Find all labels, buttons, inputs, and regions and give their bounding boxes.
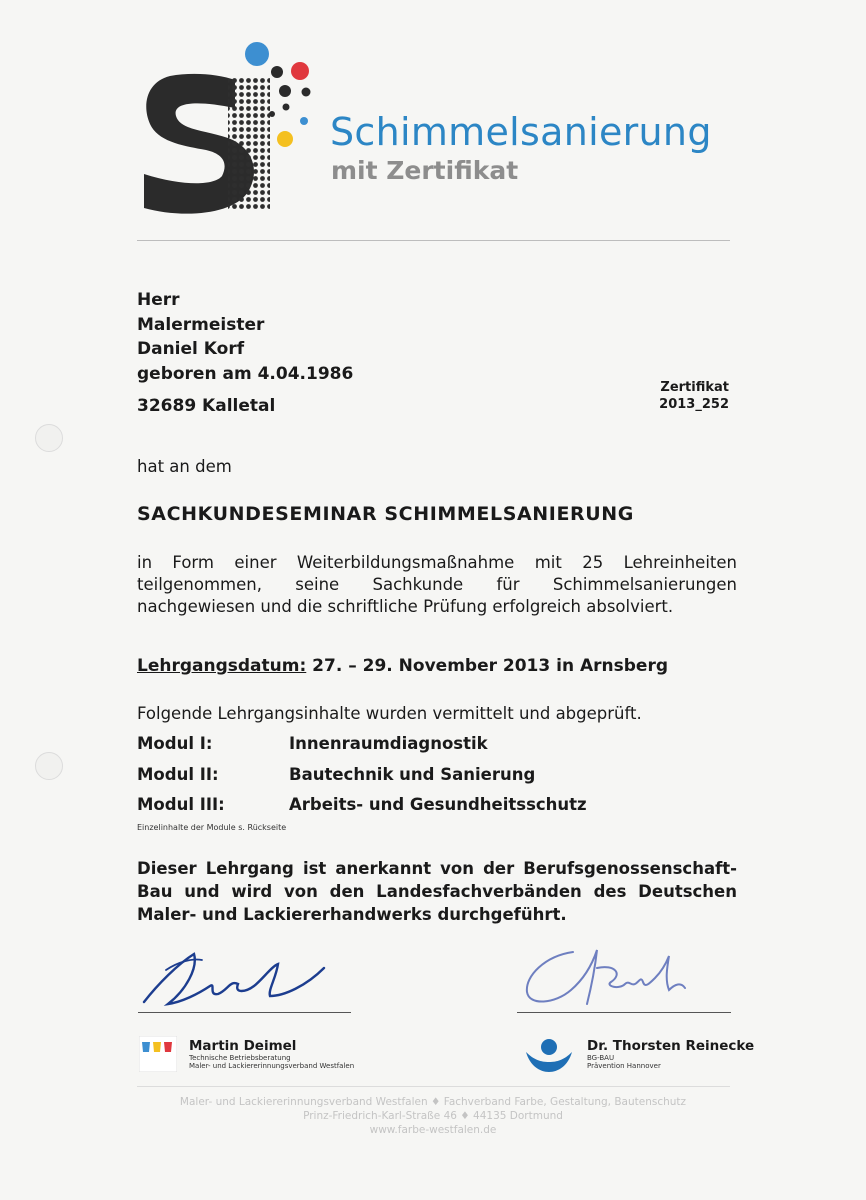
module-note: Einzelinhalte der Module s. Rückseite (137, 823, 287, 832)
recipient-salutation: Herr (137, 290, 180, 310)
signer-2-line2: Prävention Hannover (587, 1062, 661, 1070)
seminar-title: SACHKUNDESEMINAR SCHIMMELSANIERUNG (137, 503, 634, 525)
signature-reinecke (515, 938, 705, 1013)
intro-text: hat an dem (137, 457, 232, 476)
logo-s-icon (140, 42, 320, 214)
contents-intro: Folgende Lehrgangsinhalte wurden vermittelt und abgeprüft. (137, 704, 642, 723)
recipient-birth: geboren am 4.04.1986 (137, 364, 354, 384)
signature-deimel (138, 944, 338, 1014)
body-paragraph: in Form einer Weiterbildungsmaßnahme mit 25 Lehreinheiten teilgenommen, seine Sachkunde für Schimmelsanierungen nachgewiesen und die schriftliche Prüfung erfolgreich absolviert. (137, 553, 737, 616)
punch-hole-bottom (35, 752, 63, 780)
module-2-title: Bautechnik und Sanierung (289, 765, 536, 784)
footer-divider (137, 1086, 730, 1087)
recipient-profession: Malermeister (137, 315, 265, 335)
footer-website-link[interactable]: www.farbe-westfalen.de (369, 1124, 497, 1136)
bg-bau-logo-icon (524, 1036, 574, 1074)
innung-logo-icon (139, 1036, 177, 1072)
signer-2-line1: BG-BAU (587, 1054, 615, 1062)
module-3-title: Arbeits- und Gesundheitsschutz (289, 795, 587, 814)
signer-1-line1: Technische Betriebsberatung (189, 1054, 291, 1062)
recognition-notice: Dieser Lehrgang ist anerkannt von der Berufsgenossenschaft-Bau und wird von den Landesfachverbänden des Deutschen Maler- und Lackiererhandwerks durchgeführt. (137, 859, 737, 924)
module-2-label: Modul II: (137, 765, 219, 784)
module-1-label: Modul I: (137, 734, 213, 753)
brand-title: Schimmelsanierung (330, 110, 712, 154)
brand-subtitle: mit Zertifikat (331, 156, 519, 185)
recipient-city: 32689 Kalletal (137, 396, 276, 416)
header-divider (137, 240, 730, 241)
course-date-value: 27. – 29. November 2013 in Arnsberg (306, 656, 668, 676)
signer-1-name: Martin Deimel (189, 1038, 297, 1054)
signature-line-right (517, 1012, 731, 1013)
footer-line-2: Prinz-Friedrich-Karl-Straße 46 ♦ 44135 Dortmund (303, 1110, 563, 1122)
signature-line-left (138, 1012, 351, 1013)
course-date (137, 656, 668, 676)
certificate-number (659, 379, 729, 413)
recipient-name: Daniel Korf (137, 339, 245, 359)
module-3-label: Modul III: (137, 795, 225, 814)
certificate-id: 2013_252 (659, 397, 729, 412)
signer-1-line2: Maler- und Lackiererinnungsverband Westfalen (189, 1062, 355, 1070)
punch-hole-top (35, 424, 63, 452)
signer-2-name: Dr. Thorsten Reinecke (587, 1038, 755, 1054)
course-date-label: Lehrgangsdatum: (137, 656, 307, 676)
module-1-title: Innenraumdiagnostik (289, 734, 488, 753)
footer-line-1: Maler- und Lackiererinnungsverband Westfalen ♦ Fachverband Farbe, Gestaltung, Bautenschutz (179, 1096, 687, 1108)
certificate-label: Zertifikat (660, 380, 729, 395)
